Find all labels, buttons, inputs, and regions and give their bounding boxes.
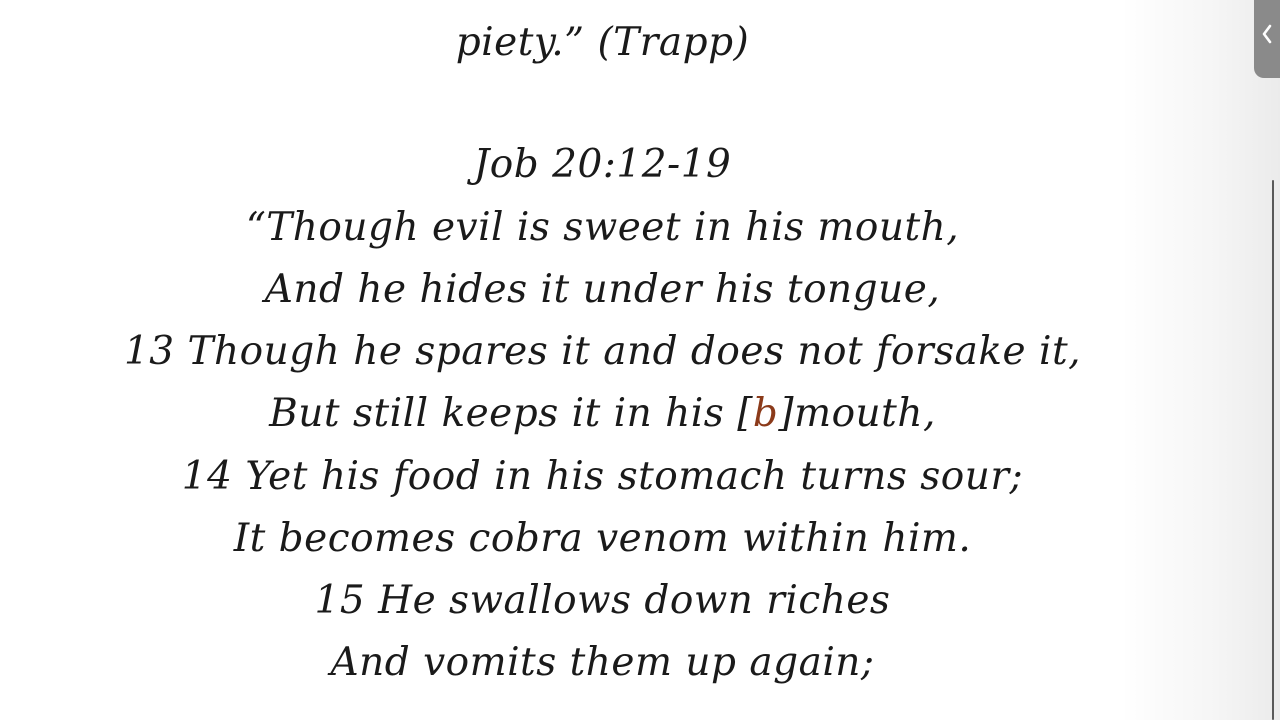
verse-line: And he hides it under his tongue, bbox=[264, 267, 941, 312]
verse-line: “Though evil is sweet in his mouth, bbox=[245, 205, 960, 250]
verse-line: 14 Yet his food in his stomach turns sour; bbox=[181, 454, 1024, 499]
quote-attribution-line: piety.” (Trapp) bbox=[455, 20, 750, 65]
verse-text: But still keeps it in his bbox=[269, 391, 738, 436]
scrollbar[interactable] bbox=[1272, 180, 1274, 720]
footnote-link[interactable]: b bbox=[752, 391, 779, 436]
footnote-bracket: [ bbox=[737, 391, 753, 436]
verse-line: And vomits them up again; bbox=[330, 640, 875, 685]
verse-line bbox=[0, 389, 1205, 439]
passage-reference: Job 20:12-19 bbox=[473, 142, 732, 187]
chevron-left-icon bbox=[1261, 23, 1273, 45]
verse-line: 13 Though he spares it and does not forsake it, bbox=[123, 329, 1082, 374]
verse-text: mouth, bbox=[794, 391, 936, 436]
panel-toggle-button[interactable] bbox=[1254, 0, 1280, 78]
verse-line: 15 He swallows down riches bbox=[314, 578, 891, 623]
verse-line: It becomes cobra venom within him. bbox=[233, 516, 972, 561]
footnote-bracket: ] bbox=[778, 391, 795, 436]
